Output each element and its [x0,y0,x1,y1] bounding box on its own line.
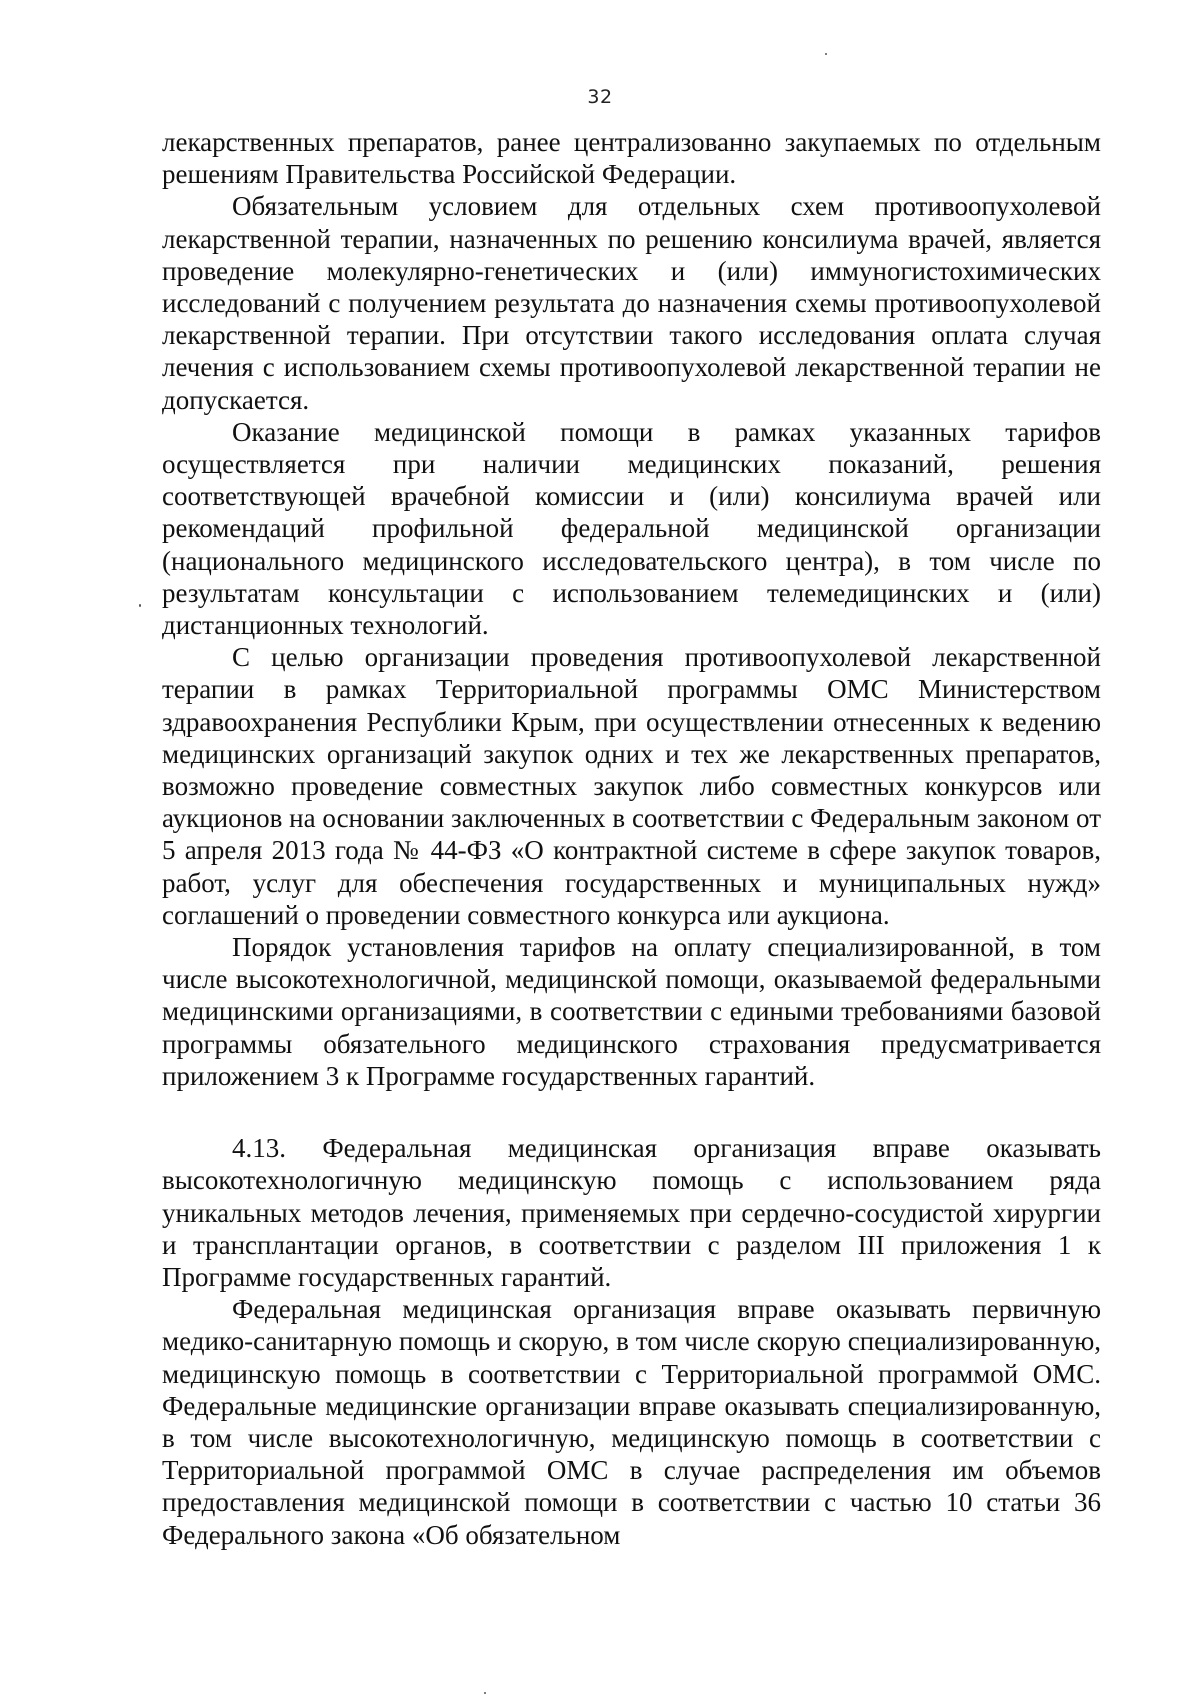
paragraph-2: Обязательным условием для отдельных схем противоопухолевой лекарственной терапии, назначенных по решению консилиума врачей, является проведение молекулярно-генетических и (или) иммуногистохимических исследований с получением результата до назначения схемы противоопухолевой лекарственной терапии. При отсутствии такого исследования оплата случая лечения с использованием схемы противоопухолевой лекарственной терапии не допускается. [162,191,1101,415]
scan-speck [484,1692,486,1694]
paragraph-7: Федеральная медицинская организация вправе оказывать первичную медико-санитарную помощь и скорую, в том числе скорую специализированную, медицинскую помощь в соответствии с Территориальной программой ОМС. Федеральные медицинские организации вправе оказывать специализированную, в том числе высокотехнологичную, медицинскую помощь в соответствии с Территориальной программой ОМС в случае распределения им объемов предоставления медицинской помощи в соответствии с частью 10 статьи 36 Федерального закона «Об обязательном [162,1294,1101,1550]
paragraph-section-4-13: 4.13. Федеральная медицинская организация вправе оказывать высокотехнологичную медицинскую помощь с использованием ряда уникальных методов лечения, применяемых при сердечно-сосудистой хирургии и трансплантации органов, в соответствии с разделом III приложения 1 к Программе государственных гарантий. [162,1133,1101,1292]
paragraph-4: С целью организации проведения противоопухолевой лекарственной терапии в рамках Территориальной программы ОМС Министерством здравоохранения Республики Крым, при осуществлении отнесенных к ведению медицинских организаций закупок одних и тех же лекарственных препаратов, возможно проведение совместных закупок либо совместных конкурсов или аукционов на основании заключенных в соответствии с Федеральным законом от 5 апреля 2013 года № 44-ФЗ «О контрактной системе в сфере закупок товаров, работ, услуг для обеспечения государственных и муниципальных нужд» соглашений о проведении совместного конкурса или аукциона. [162,642,1101,930]
section-gap [162,1092,1101,1132]
document-body [162,126,1101,1551]
paragraph-1: лекарственных препаратов, ранее централизованно закупаемых по отдельным решениям Правительства Российской Федерации. [162,127,1101,190]
scan-speck [825,53,827,55]
scan-speck [139,604,141,607]
page-number: 32 [587,86,613,108]
paragraph-3: Оказание медицинской помощи в рамках указанных тарифов осуществляется при наличии медицинских показаний, решения соответствующей врачебной комиссии и (или) консилиума врачей или рекомендаций профильной федеральной медицинской организации (национального медицинского исследовательского центра), в том числе по результатам консультации с использованием телемедицинских и (или) дистанционных технологий. [162,416,1101,641]
paragraph-5: Порядок установления тарифов на оплату специализированной, в том числе высокотехнологичной, медицинской помощи, оказываемой федеральными медицинскими организациями, в соответствии с едиными требованиями базовой программы обязательного медицинского страхования предусматривается приложением 3 к Программе государственных гарантий. [162,932,1101,1091]
